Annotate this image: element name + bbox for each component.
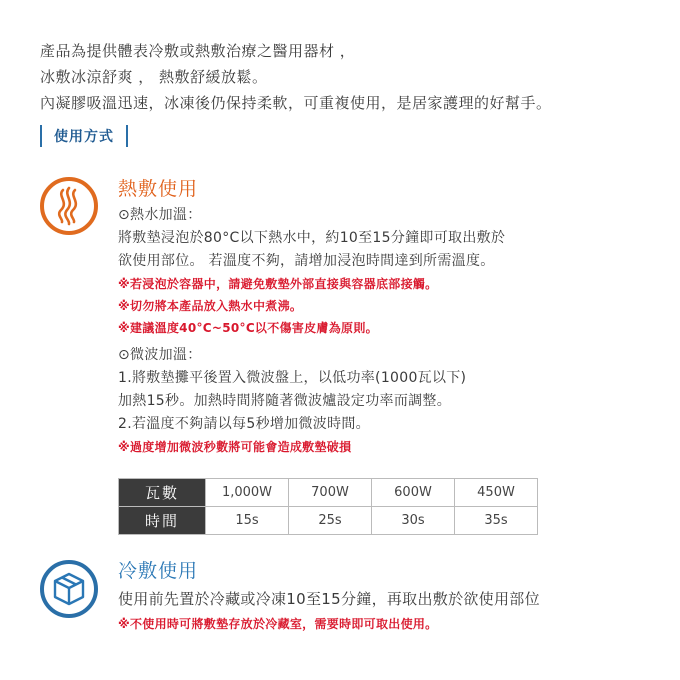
table-cell: 450W	[455, 479, 538, 507]
table-row	[119, 479, 538, 507]
power-time-table	[118, 478, 538, 535]
microwave-section	[118, 344, 466, 458]
microwave-line: 1.將敷墊攤平後置入微波盤上，以低功率(1000瓦以下)	[118, 370, 467, 386]
hot-water-line: 將敷墊浸泡於80°C以下熱水中，約10至15分鐘即可取出敷於	[118, 230, 506, 246]
intro-text	[40, 38, 552, 116]
row-header-time: 時間	[119, 507, 206, 535]
hot-water-line: 欲使用部位。 若溫度不夠，請增加浸泡時間達到所需溫度。	[118, 253, 495, 269]
usage-heading	[40, 124, 128, 148]
table-cell: 30s	[372, 507, 455, 535]
usage-heading-text: 使用方式	[54, 129, 114, 145]
warning-text: ※不使用時可將敷墊存放於冷藏室，需要時即可取出使用。	[118, 617, 438, 631]
table-row	[119, 507, 538, 535]
table-cell: 25s	[289, 507, 372, 535]
hot-compress-title: 熱敷使用	[118, 178, 199, 200]
ice-cube-icon	[40, 560, 98, 618]
hot-water-heading: ⊙熱水加溫：	[118, 207, 202, 223]
intro-line: 內凝膠吸溫迅速，冰凍後仍保持柔軟，可重複使用，是居家護理的好幫手。	[40, 94, 552, 112]
table-cell: 35s	[455, 507, 538, 535]
cold-instruction: 使用前先置於冷藏或冷凍10至15分鐘，再取出敷於欲使用部位	[118, 590, 540, 608]
warning-text: ※過度增加微波秒數將可能會造成敷墊破損	[118, 440, 352, 454]
cold-compress-title: 冷敷使用	[118, 560, 199, 582]
table-cell: 1,000W	[206, 479, 289, 507]
table-cell: 15s	[206, 507, 289, 535]
microwave-line: 加熱15秒。加熱時間將隨著微波爐設定功率而調整。	[118, 393, 452, 409]
table-cell: 600W	[372, 479, 455, 507]
warning-text: ※建議溫度40°C~50°C以不傷害皮膚為原則。	[118, 321, 378, 335]
warning-text: ※若浸泡於容器中，請避免敷墊外部直接與容器底部接觸。	[118, 277, 438, 291]
intro-line: 冰敷冰涼舒爽 ， 熱敷舒緩放鬆。	[40, 68, 268, 86]
heading-divider-right	[126, 125, 128, 147]
hot-water-section	[118, 204, 505, 339]
flame-icon	[40, 177, 98, 235]
row-header-watts: 瓦數	[119, 479, 206, 507]
microwave-heading: ⊙微波加溫：	[118, 347, 202, 363]
microwave-line: 2.若溫度不夠請以每5秒增加微波時間。	[118, 416, 370, 432]
table-cell: 700W	[289, 479, 372, 507]
cold-section	[118, 588, 540, 635]
intro-line: 產品為提供體表冷敷或熱敷治療之醫用器材 ，	[40, 42, 356, 60]
warning-text: ※切勿將本產品放入熱水中煮沸。	[118, 299, 303, 313]
